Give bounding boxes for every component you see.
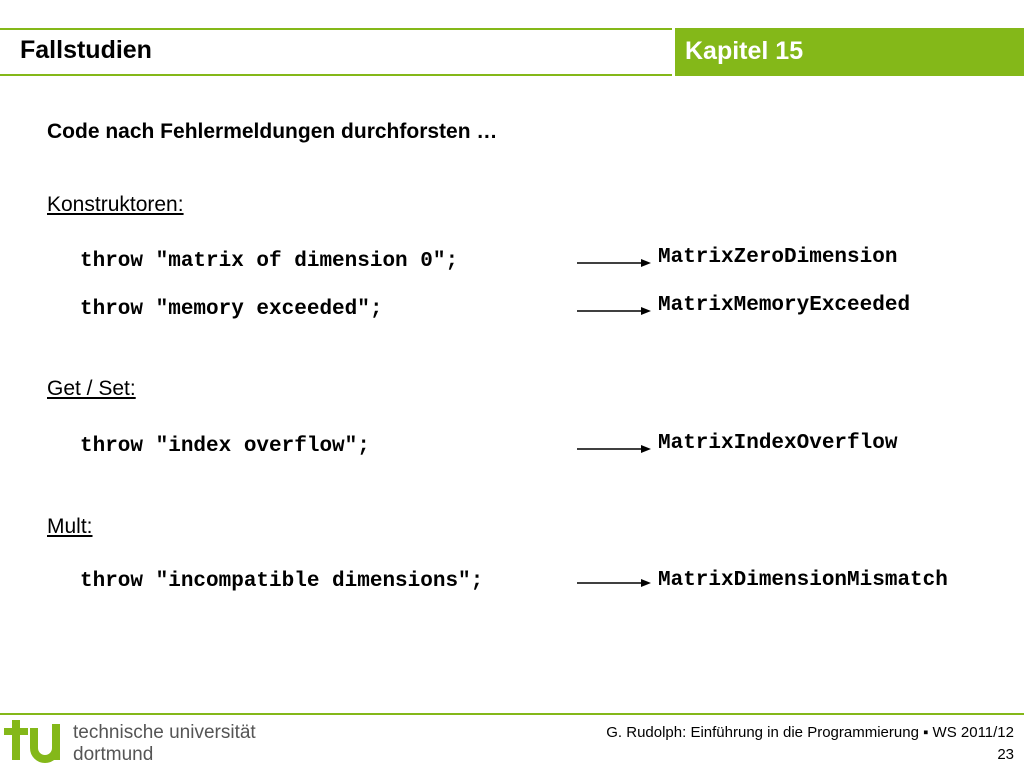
header-top-rule (0, 28, 672, 30)
tu-logo-icon (4, 718, 68, 764)
page-number: 23 (997, 746, 1014, 763)
university-line-1: technische universität (73, 722, 256, 743)
course-credit: G. Rudolph: Einführung in die Programmierung ▪ WS 2011/12 (606, 724, 1014, 741)
footer-credit (606, 722, 1014, 766)
section-heading-mult: Mult: (47, 515, 93, 538)
exception-name: MatrixZeroDimension (658, 246, 898, 269)
footer-rule (0, 713, 1024, 715)
arrow-right-icon (577, 444, 651, 454)
code-line: throw "matrix of dimension 0"; (80, 250, 459, 273)
header-bottom-rule (0, 74, 672, 76)
university-name (73, 722, 256, 766)
code-line: throw "index overflow"; (80, 435, 370, 458)
code-line: throw "incompatible dimensions"; (80, 570, 484, 593)
exception-name: MatrixMemoryExceeded (658, 294, 911, 317)
arrow-right-icon (577, 306, 651, 316)
chapter-box (675, 28, 1024, 76)
section-heading-konstruktoren: Konstruktoren: (47, 193, 184, 216)
slide-subtitle: Code nach Fehlermeldungen durchforsten … (47, 120, 498, 143)
arrow-right-icon (577, 258, 651, 268)
slide-title: Fallstudien (20, 36, 152, 64)
university-line-2: dortmund (73, 744, 154, 765)
exception-name: MatrixDimensionMismatch (658, 569, 948, 592)
arrow-right-icon (577, 578, 651, 588)
slide-header (0, 0, 1024, 76)
chapter-label: Kapitel 15 (685, 37, 804, 65)
exception-name: MatrixIndexOverflow (658, 432, 898, 455)
code-line: throw "memory exceeded"; (80, 298, 383, 321)
section-heading-getset: Get / Set: (47, 377, 136, 400)
